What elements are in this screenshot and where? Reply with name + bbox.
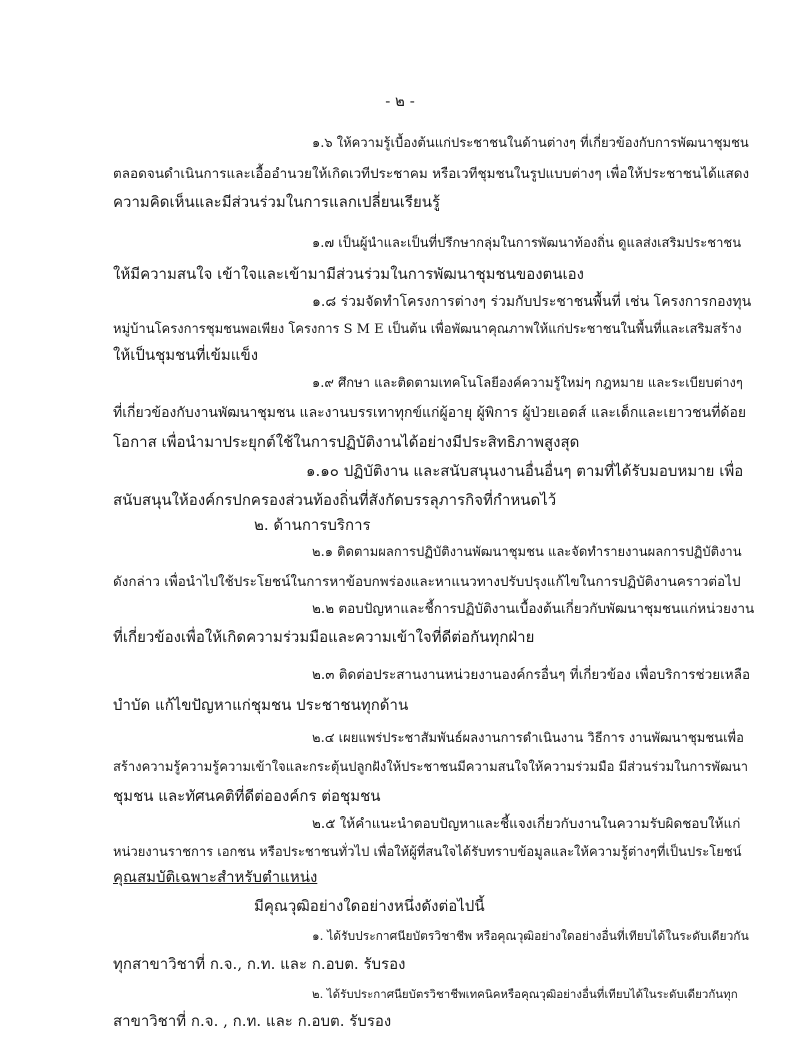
text-line: โอกาส เพื่อนำมาประยุกต์ใช้ในการปฏิบัติงานได้อย่างมีประสิทธิภาพสูงสุด	[113, 433, 580, 451]
text-line: มีคุณวุฒิอย่างใดอย่างหนึ่งดังต่อไปนี้	[254, 897, 485, 915]
text-line: ๒.๕ ให้คำแนะนำตอบปัญหาและชี้แจงเกี่ยวกับงานในความรับผิดชอบให้แก่	[312, 816, 741, 832]
text-line: ทุกสาขาวิชาที่ ก.จ., ก.ท. และ ก.อบต. รับรอง	[113, 955, 406, 973]
qualification-heading: คุณสมบัติเฉพาะสำหรับตำแหน่ง	[113, 868, 318, 886]
text-line: ความคิดเห็นและมีส่วนร่วมในการแลกเปลี่ยนเรียนรู้	[113, 193, 441, 211]
text-line: สาขาวิชาที่ ก.จ. , ก.ท. และ ก.อบต. รับรอง	[113, 1012, 392, 1030]
section-heading: ๒. ด้านการบริการ	[254, 516, 371, 534]
text-line: ๑.๙ ศึกษา และติดตามเทคโนโลยีองค์ความรู้ใหม่ๆ กฎหมาย และระเบียบต่างๆ	[312, 376, 743, 391]
text-line: ๑. ได้รับประกาศนียบัตรวิชาชีพ หรือคุณวุฒิอย่างใดอย่างอื่นที่เทียบได้ในระดับเดียวกัน	[312, 929, 749, 943]
text-line: ๒.๒ ตอบปัญหาและชี้การปฏิบัติงานเบื้องต้นเกี่ยวกับพัฒนาชุมชนแก่หน่วยงาน	[312, 601, 755, 617]
text-line: หมู่บ้านโครงการชุมชนพอเพียง โครงการ S M E เป็นต้น เพื่อพัฒนาคุณภาพให้แก่ประชาชนในพื้นที่และเสริมสร้าง	[113, 322, 742, 337]
page-number: - ๒ -	[385, 92, 415, 110]
text-line: สร้างความรู้ความรู้ความเข้าใจและกระตุ้นปลูกฝังให้ประชาชนมีความสนใจให้ความร่วมมือ มีส่วนร่วมในการพัฒนา	[113, 760, 749, 775]
text-line: ที่เกี่ยวข้องเพื่อให้เกิดความร่วมมือและความเข้าใจที่ดีต่อกันทุกฝ่าย	[113, 628, 535, 646]
text-line: ตลอดจนดำเนินการและเอื้ออำนวยให้เกิดเวทีประชาคม หรือเวทีชุมชนในรูปแบบต่างๆ เพื่อให้ประชาชนได้แสดง	[113, 166, 750, 182]
text-line: ๒.๓ ติดต่อประสานงานหน่วยงานองค์กรอื่นๆ ที่เกี่ยวข้อง เพื่อบริการช่วยเหลือ	[312, 667, 751, 683]
text-line: ๒.๔ เผยแพร่ประชาสัมพันธ์ผลงานการดำเนินงาน วิธีการ งานพัฒนาชุมชนเพื่อ	[312, 731, 744, 746]
text-line: ดังกล่าว เพื่อนำไปใช้ประโยชน์ในการหาข้อบกพร่องและหาแนวทางปรับปรุงแก้ไขในการปฏิบัติงานคราวต่อไป	[113, 574, 741, 590]
text-line: ชุมชน และทัศนคติที่ดีต่อองค์กร ต่อชุมชน	[113, 787, 381, 805]
text-line: บำบัด แก้ไขปัญหาแก่ชุมชน ประชาชนทุกด้าน	[113, 696, 409, 714]
text-line: ๑.๘ ร่วมจัดทำโครงการต่างๆ ร่วมกับประชาชนพื้นที่ เช่น โครงการกองทุน	[312, 294, 752, 310]
text-line: ให้เป็นชุมชนที่เข้มแข็ง	[113, 346, 259, 364]
text-line: ๑.๖ ให้ความรู้เบื้องต้นแก่ประชาชนในด้านต่างๆ ที่เกี่ยวข้องกับการพัฒนาชุมชน	[312, 136, 749, 151]
text-line: ๒.๑ ติดตามผลการปฏิบัติงานพัฒนาชุมชน และจัดทำรายงานผลการปฏิบัติงาน	[312, 545, 742, 560]
text-line: ที่เกี่ยวข้องกับงานพัฒนาชุมชน และงานบรรเทาทุกข์แก่ผู้อายุ ผู้พิการ ผู้ป่วยเอดส์ และเด็กและเยาวชนที่ด้อย	[113, 405, 747, 421]
text-line: หน่วยงานราชการ เอกชน หรือประชาชนทั่วไป เพื่อให้ผู้ที่สนใจได้รับทราบข้อมูลและให้ความรู้ต่างๆที่เป็นประโยชน์	[113, 845, 742, 860]
text-line: ๑.๗ เป็นผู้นำและเป็นที่ปรึกษากลุ่มในการพัฒนาท้องถิ่น ดูแลส่งเสริมประชาชน	[312, 236, 742, 251]
text-line: ๑.๑๐ ปฏิบัติงาน และสนับสนุนงานอื่นอื่นๆ ตามที่ได้รับมอบหมาย เพื่อ	[306, 462, 744, 480]
text-line: สนับสนุนให้องค์กรปกครองส่วนท้องถิ่นที่สังกัดบรรลุภารกิจที่กำหนดไว้	[113, 491, 557, 509]
text-line: ๒. ได้รับประกาศนียบัตรวิชาชีพเทคนิคหรือคุณวุฒิอย่างอื่นที่เทียบได้ในระดับเดียวกันทุก	[312, 987, 738, 1001]
text-line: ให้มีความสนใจ เข้าใจและเข้ามามีส่วนร่วมในการพัฒนาชุมชนของตนเอง	[113, 265, 584, 283]
